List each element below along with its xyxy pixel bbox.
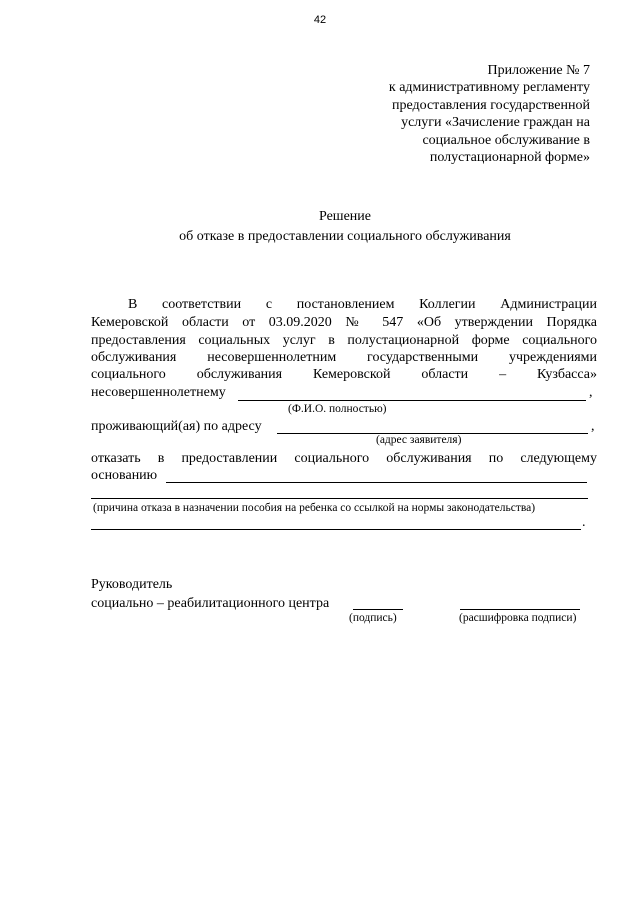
page-number: 42 xyxy=(313,14,327,26)
body-line: социального обслуживания Кемеровской области – Кузбасса» xyxy=(91,367,597,382)
appendix-line: к административному регламенту xyxy=(388,80,590,96)
document-title: Решение xyxy=(318,209,371,224)
reason-hint: (причина отказа в назначении пособия на ребенка со ссылкой на нормы законодательства) xyxy=(93,502,536,514)
document-subtitle: об отказе в предоставлении социального обслуживания xyxy=(179,229,511,244)
minor-name-hint: (Ф.И.О. полностью) xyxy=(288,403,387,415)
reason-label: основанию xyxy=(91,468,158,483)
minor-name-field[interactable] xyxy=(238,400,586,401)
address-hint: (адрес заявителя) xyxy=(376,434,462,446)
appendix-line: предоставления государственной xyxy=(391,97,590,113)
center-label: социально – реабилитационного центра xyxy=(91,596,330,611)
appendix-line: Приложение № 7 xyxy=(487,63,590,78)
reason-field-line-3[interactable] xyxy=(91,529,581,530)
appendix-line: полустационарной форме» xyxy=(429,150,590,166)
signature-field[interactable] xyxy=(353,609,403,610)
comma: , xyxy=(589,385,593,400)
comma: , xyxy=(591,419,595,434)
head-label: Руководитель xyxy=(91,577,173,592)
body-line: обслуживания несовершеннолетним государственными учреждениями xyxy=(91,350,597,365)
body-line: предоставления социальных услуг в полустационарной форме социального xyxy=(91,333,597,348)
signature-decode-field[interactable] xyxy=(460,609,580,610)
appendix-line: услуги «Зачисление граждан на xyxy=(401,115,590,131)
refuse-line: отказать в предоставлении социального обслуживания по следующему xyxy=(91,451,597,466)
body-line: В соответствии с постановлением Коллегии Администрации xyxy=(128,297,597,312)
appendix-line: социальное обслуживание в xyxy=(422,132,590,148)
reason-field[interactable] xyxy=(166,482,587,483)
address-label: проживающий(ая) по адресу xyxy=(91,419,262,434)
minor-label: несовершеннолетнему xyxy=(91,385,226,400)
reason-field-line-2[interactable] xyxy=(91,498,588,499)
signature-decode-hint: (расшифровка подписи) xyxy=(459,612,577,624)
period: . xyxy=(582,515,586,530)
body-line: Кемеровской области от 03.09.2020 № 547 «Об утверждении Порядка xyxy=(91,315,597,330)
appendix-block xyxy=(350,62,590,166)
signature-hint: (подпись) xyxy=(349,612,397,624)
